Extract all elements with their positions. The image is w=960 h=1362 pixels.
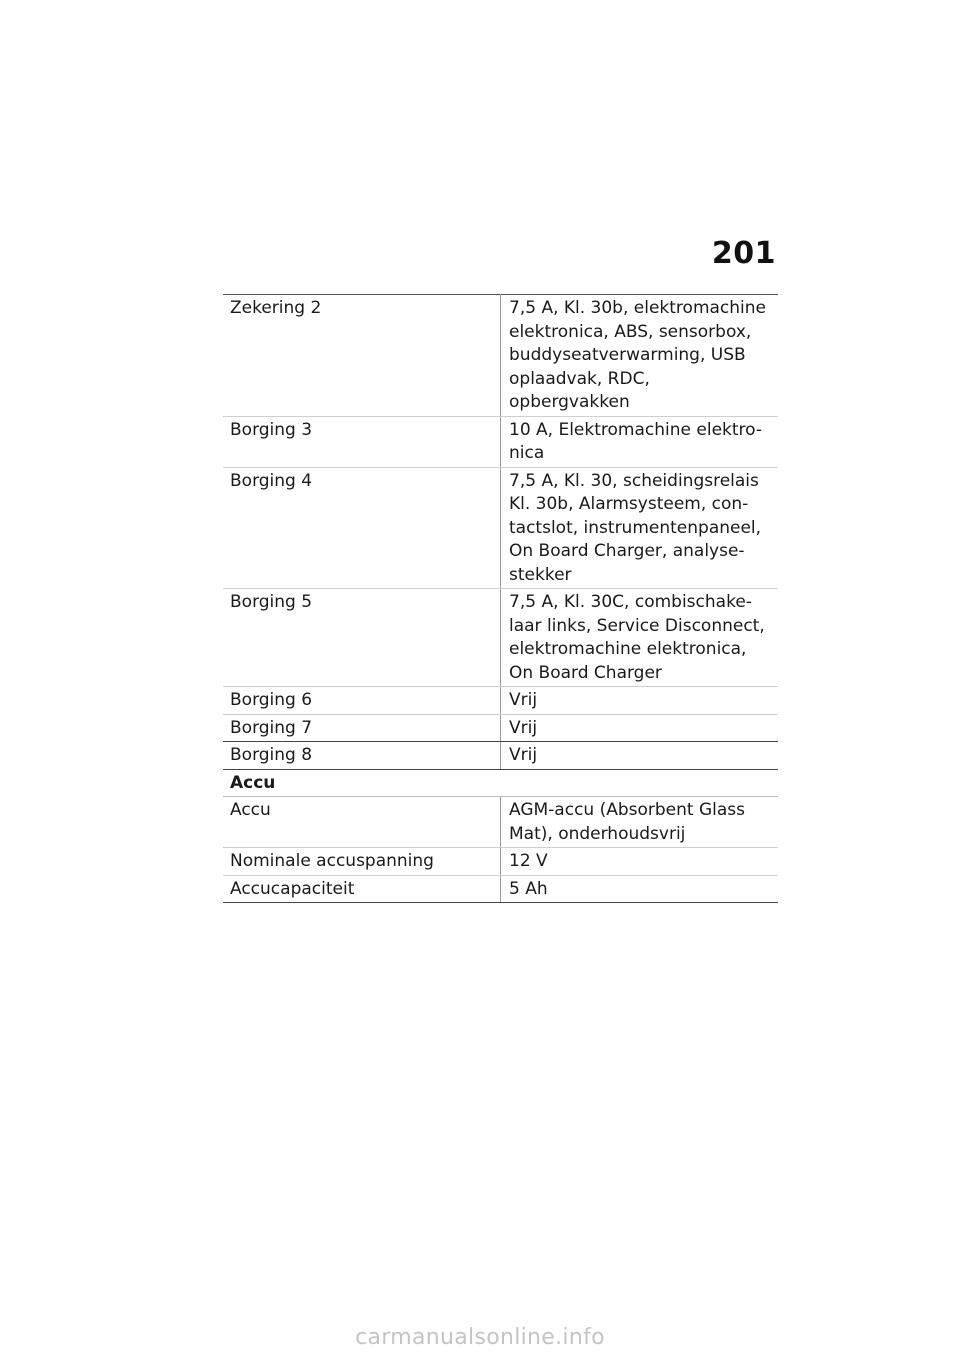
row-label: Borging 4: [223, 467, 501, 589]
table-row: [223, 687, 778, 715]
page-number: 201: [711, 236, 776, 271]
table-row: [223, 714, 778, 742]
row-value: 7,5 A, Kl. 30, scheidingsrelais Kl. 30b, Alarmsysteem, con-tactslot, instrumentenpaneel, On Board Charger, analyse-stekker: [501, 467, 779, 589]
row-label: Borging 8: [223, 742, 501, 770]
row-value: AGM-accu (Absorbent Glass Mat), onderhoudsvrij: [501, 797, 779, 848]
row-value: 12 V: [501, 848, 779, 876]
spec-table: [223, 294, 778, 903]
row-label: Nominale accuspanning: [223, 848, 501, 876]
row-label: Accucapaciteit: [223, 875, 501, 903]
row-label: Accu: [223, 797, 501, 848]
row-value: Vrij: [501, 714, 779, 742]
table-row: [223, 589, 778, 687]
table-row: [223, 875, 778, 903]
row-value: Vrij: [501, 687, 779, 715]
section-title: Accu: [223, 769, 778, 797]
watermark: carmanualsonline.info: [355, 1325, 605, 1350]
row-label: Borging 5: [223, 589, 501, 687]
row-value: 10 A, Elektromachine elektro-nica: [501, 416, 779, 467]
table-row: [223, 295, 778, 417]
section-header-row: [223, 769, 778, 797]
row-label: Borging 3: [223, 416, 501, 467]
row-value: 5 Ah: [501, 875, 779, 903]
table-row: [223, 416, 778, 467]
row-label: Zekering 2: [223, 295, 501, 417]
table-row: [223, 848, 778, 876]
row-label: Borging 6: [223, 687, 501, 715]
table-row: [223, 797, 778, 848]
row-value: Vrij: [501, 742, 779, 770]
row-value: 7,5 A, Kl. 30b, elektromachine elektronica, ABS, sensorbox, buddyseatverwarming, USB oplaadvak, RDC, opbergvakken: [501, 295, 779, 417]
table-row: [223, 742, 778, 770]
row-value: 7,5 A, Kl. 30C, combischake-laar links, Service Disconnect, elektromachine elektronica, On Board Charger: [501, 589, 779, 687]
row-label: Borging 7: [223, 714, 501, 742]
table-row: [223, 467, 778, 589]
